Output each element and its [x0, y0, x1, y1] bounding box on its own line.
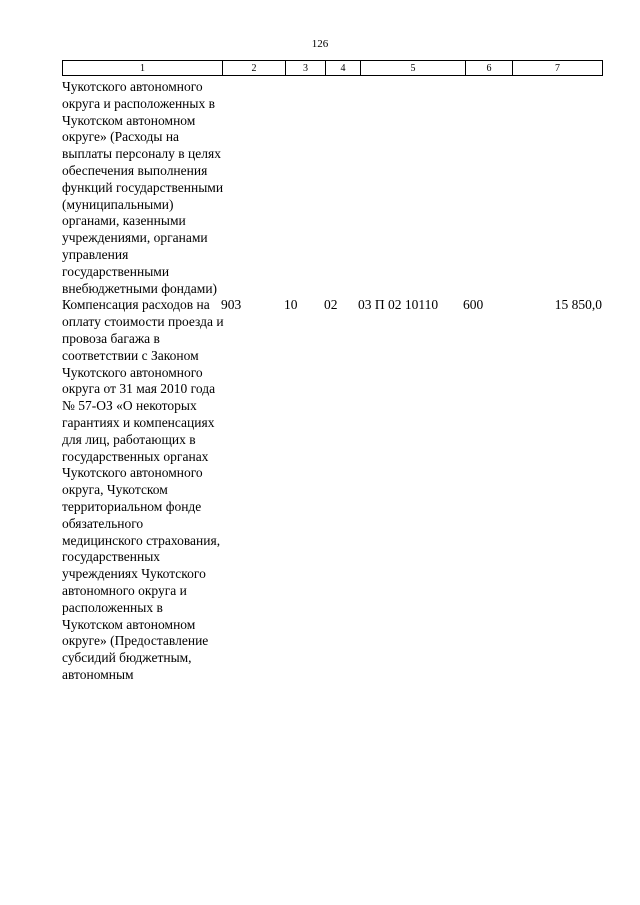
- column-number-header: [62, 60, 603, 76]
- budget-table-body: [62, 79, 602, 684]
- row-description: Чукотского автономного округа и расположенных в Чукотском автономном округе» (Расходы на выплаты персоналу в целях обеспечения выполнения функций государственными (муниципальными) органами, казенными учреждениями, органами управления государственными внебюджетными фондами): [62, 79, 224, 296]
- header-row: [63, 61, 603, 76]
- amount-value: 15 850,0: [554, 297, 602, 313]
- section-code: 10: [284, 297, 298, 313]
- header-col-7: 7: [513, 61, 603, 76]
- expense-type-code: 600: [463, 297, 484, 313]
- ministry-code: 903: [221, 297, 242, 313]
- header-col-1: 1: [63, 61, 223, 76]
- header-col-3: 3: [286, 61, 326, 76]
- header-col-4: 4: [326, 61, 361, 76]
- subsection-code: 02: [324, 297, 338, 313]
- table-row: [62, 79, 602, 297]
- table-row: [62, 297, 602, 683]
- page-number: 126: [311, 38, 329, 50]
- header-col-5: 5: [361, 61, 466, 76]
- row-description: Компенсация расходов на оплату стоимости проезда и провоза багажа в соответствии с Законом Чукотского автономного округа от 31 мая 2010 года № 57-ОЗ «О некоторых гарантиях и компенсациях для лиц, работающих в государственных органах Чукотского автономного округа, Чукотском территориальном фонде обязательного медицинского страхования, государственных учреждениях Чукотского автономного округа и расположенных в Чукотском автономном округе» (Предоставление субсидий бюджетным, автономным: [62, 297, 224, 682]
- header-col-6: 6: [466, 61, 513, 76]
- header-col-2: 2: [223, 61, 286, 76]
- target-article-code: 03 П 02 10110: [358, 297, 439, 313]
